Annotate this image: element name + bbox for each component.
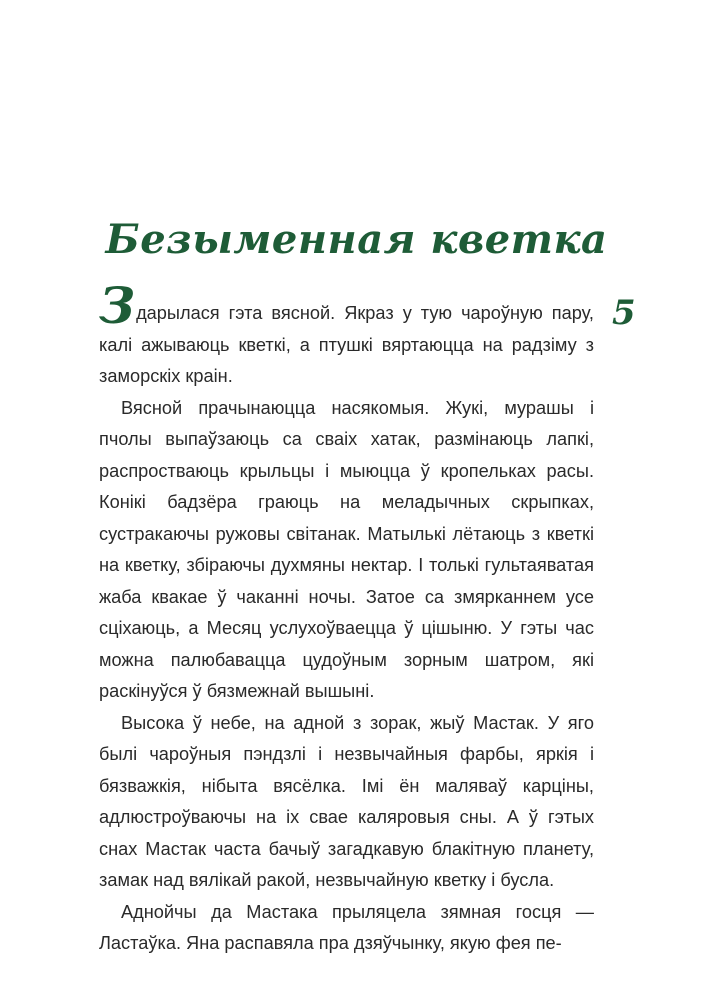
paragraph [99,708,594,897]
chapter-title: Безыменная кветка [105,216,608,263]
body-text [99,276,594,960]
paragraph [99,897,594,960]
paragraph [99,276,594,393]
paragraph [99,393,594,708]
paragraph-text: дарылася гэта вясной. Якраз у тую чароўную пару, калі ажываюць кветкі, а птушкі вяртаюцца на радзіму з заморскіх краін. [99,303,594,386]
drop-cap: З [99,276,136,335]
paragraph-text: Высока ў небе, на адной з зорак, жыў Мастак. У яго былі чароўныя пэндзлі і незвычайныя фарбы, яркія і бязважкія, нібыта вясёлка. Імі ён маляваў карціны, адлюстроўваючы на іх свае каляровыя сны. А ў гэтых снах Мастак часта бачыў загадкавую блакітную планету, замак над вялікай ракой, незвычайную кветку і бусла. [99,712,594,890]
paragraph-text: Вясной прачынаюцца насякомыя. Жукі, мурашы і пчолы выпаўзаюць са сваіх хатак, размінаюць лапкі, распростваюць крыльцы і мыюцца ў кропельках расы. Конікі бадзёра граюць на меладычных скрыпках, сустракаючы ружовы світанак. Матылькі лётаюць з кветкі на кветку, збіраючы духмяны нектар. І толькі гультаяватая жаба квакае ў чаканні ночы. Затое са змярканнем усе сціхаюць, а Месяц услухоўваецца ў цішыню. У гэты час можна палюбавацца цудоўным зорным шатром, які раскінуўся ў бязмежнай вышыні. [99,397,594,701]
page-number: 5 [612,293,636,333]
paragraph-text: Аднойчы да Мастака прыляцела зямная госця — Ластаўка. Яна распавяла пра дзяўчынку, якую фея пе- [99,901,594,953]
